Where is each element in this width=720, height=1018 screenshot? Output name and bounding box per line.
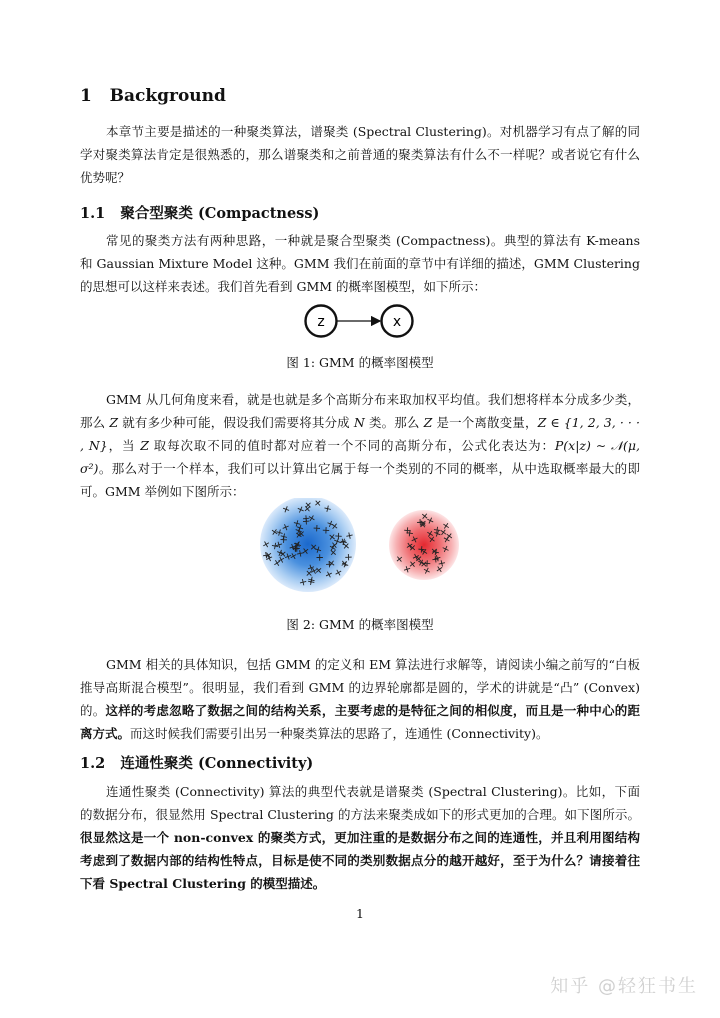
text-run: 而这时候我们需要引出另一种聚类算法的思路了，连通性 (Connectivity)。 xyxy=(130,726,549,741)
figure-1-caption: 图 1: GMM 的概率图模型 xyxy=(286,355,434,370)
subsection-heading-1-1 xyxy=(80,202,319,223)
emphasis-text: 很显然这是一个 non-convex 的聚类方式，更加注重的是数据分布之间的连通性，并且利用图结构考虑到了数据内部的结构性特点，目标是使不同的类别数据点分的越开越好，至于为什么？请接着往下看 Spectral Clustering 的模型描述。 xyxy=(80,830,640,891)
gmm-graphical-model xyxy=(300,300,420,342)
gmm-geometry-paragraph xyxy=(80,388,640,503)
text-run: GMM 相关的具体知识，包括 GMM 的定义和 EM 算法进行求解等，请阅读小编之前写的“白板推导高斯混合模型”。很明显，我们看到 GMM 的边界轮廓都是圆的，学术的讲就是“凸” (Convex) 的。 xyxy=(80,657,640,718)
page-number: 1 xyxy=(356,906,364,921)
text-run: ，当 xyxy=(107,438,141,453)
math-z: Z xyxy=(140,438,149,453)
section-title: Background xyxy=(109,86,226,106)
section-heading xyxy=(80,86,226,106)
text-run: 就有多少种可能，假设我们需要将其分成 xyxy=(118,415,354,430)
math-n: N xyxy=(353,415,365,430)
figure-2-caption: 图 2: GMM 的概率图模型 xyxy=(286,617,434,632)
compactness-paragraph: 常见的聚类方法有两种思路，一种就是聚合型聚类 (Compactness)。典型的算法有 K-means 和 Gaussian Mixture Model 这种。GMM 我们在前面的章节中有详细的描述，GMM Clustering 的思想可以这样来表述。我们首先看到 GMM 的概率图模型，如下所示： xyxy=(80,233,640,294)
subsection-title: 连通性聚类 (Connectivity) xyxy=(120,755,314,772)
subsection-number: 1.2 xyxy=(80,755,106,772)
subsection-heading-1-2 xyxy=(80,752,313,773)
math-z-set: Z ∈ {1, 2, 3, · · · , N} xyxy=(80,415,640,453)
text-run: GMM 从几何角度来看，就是也就是多个高斯分布来取加权平均值。我们想将样本分成多少类，那么 xyxy=(80,392,640,430)
subsection-number: 1.1 xyxy=(80,205,106,222)
math-z: Z xyxy=(109,415,119,430)
emphasis-text: 这样的考虑忽略了数据之间的结构关系，主要考虑的是特征之间的相似度，而且是一种中心的距离方式。 xyxy=(80,703,640,741)
watermark: 知乎 @轻狂书生 xyxy=(550,976,698,997)
blue-gaussian-blob xyxy=(260,498,356,592)
text-run: 。那么对于一个样本，我们可以计算出它属于每一个类别的不同的概率，从中选取概率最大的即可。GMM 举例如下图所示： xyxy=(80,461,640,499)
section-number: 1 xyxy=(80,86,92,106)
convex-paragraph xyxy=(80,653,640,745)
intro-paragraph: 本章节主要是描述的一种聚类算法，谱聚类 (Spectral Clustering)。对机器学习有点了解的同学对聚类算法肯定是很熟悉的，那么谱聚类和之前普通的聚类算法有什么不一样呢？或者说它有什么优势呢？ xyxy=(80,124,640,185)
text-run: 类。那么 xyxy=(364,415,424,430)
math-gaussian: P(x|z) ∼ 𝒩(μ, σ²) xyxy=(80,438,640,476)
node-z-label: z xyxy=(317,314,325,330)
text-run: 取每次取不同的值时都对应着一个不同的高斯分布，公式化表达为： xyxy=(148,438,555,453)
connectivity-paragraph xyxy=(80,780,640,895)
text-run: 连通性聚类 (Connectivity) 算法的典型代表就是谱聚类 (Spectral Clustering)。比如，下面的数据分布，很显然用 Spectral Clustering 的方法来聚类成如下的形式更加的合理。如下图所示。 xyxy=(80,784,640,822)
math-z: Z xyxy=(423,415,433,430)
text-run: 是一个离散变量， xyxy=(432,415,538,430)
subsection-title: 聚合型聚类 (Compactness) xyxy=(120,205,320,222)
gmm-cluster-figure xyxy=(255,498,470,598)
node-x-label: x xyxy=(392,314,402,330)
